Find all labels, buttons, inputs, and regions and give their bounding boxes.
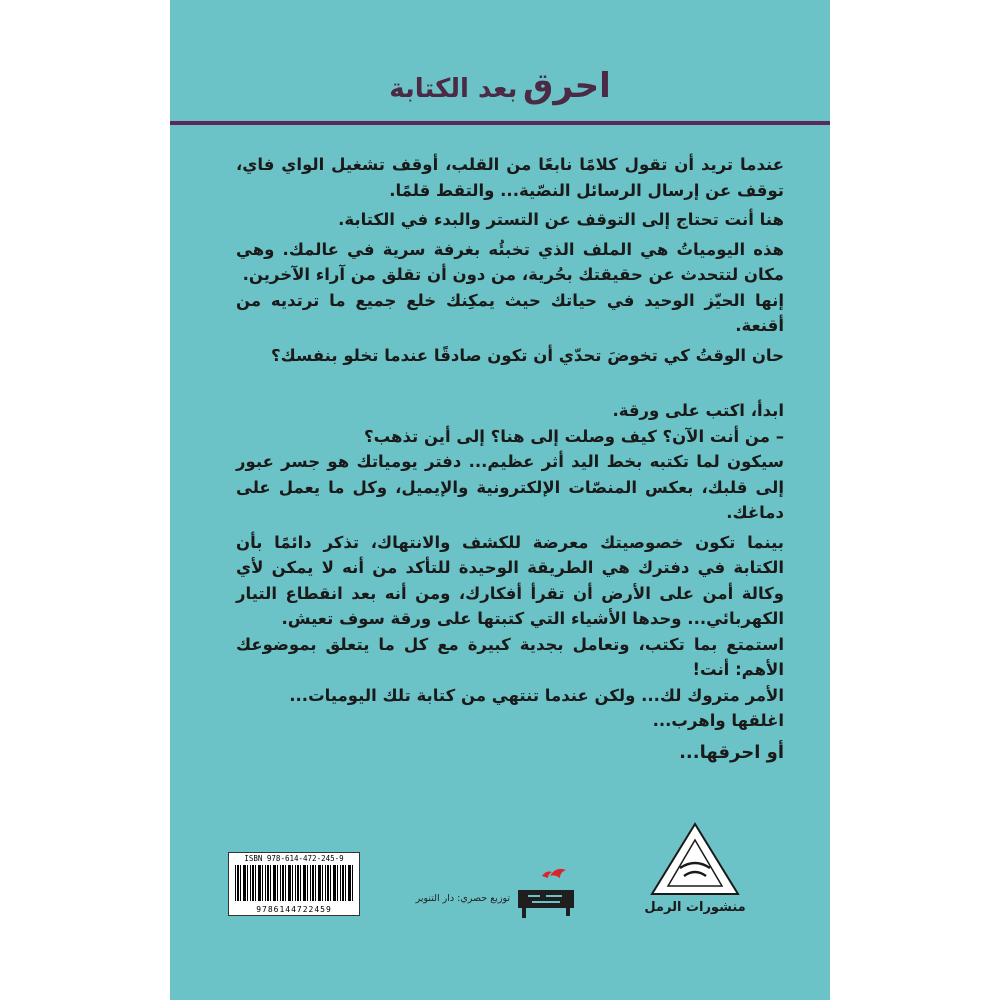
publisher-name: منشورات الرمل <box>644 900 746 915</box>
altanweer-logo <box>510 862 582 922</box>
paragraph: – من أنت الآن؟ كيف وصلت إلى هنا؟ إلى أين تذهب؟ <box>364 426 784 446</box>
paragraph: بينما تكون خصوصيتك معرضة للكشف والانتهاك، تذكر دائمًا بأن الكتابة في دفترك هي الطريقة الوحيدة للتأكد من أنه لا يمكن لأي وكالة أمن على الأرض أن تقرأ أفكارك، ومن أنه بعد انقطاع التيار الكهربائي... وحدها الأشياء التي كتبتها على ورقة سوف تعيش. <box>236 532 784 628</box>
title-rest: بعد الكتابة <box>389 74 518 104</box>
barcode-digits: 9786144722459 <box>256 905 332 914</box>
book-back-cover <box>170 0 830 1000</box>
distributor-credit: توزيع حصري: دار التنوير <box>415 893 510 904</box>
isbn-number: ISBN 978-614-472-245-9 <box>244 854 344 863</box>
isbn-barcode <box>228 852 360 916</box>
title-main: احرق <box>523 66 611 106</box>
title-divider <box>170 121 830 125</box>
paragraph: اغلقها واهرب... <box>652 711 784 730</box>
paragraph: استمتع بما تكتب، وتعامل بجدية كبيرة مع كل ما يتعلق بموضوعك الأهم: أنت! <box>236 634 784 679</box>
paragraph: سيكون لما تكتبه بخط اليد أثر عظيم... دفتر يومياتك هو جسر عبور إلى قلبك، بعكس المنصّات الإلكترونية والإيميل، وكل ما يعمل على دماغك. <box>236 452 784 522</box>
paragraph: حان الوقتُ كي تخوضَ تحدّي أن تكون صادقًا عندما تخلو بنفسك؟ <box>271 345 784 365</box>
paragraph: هنا أنت تحتاج إلى التوقف عن التستر والبدء في الكتابة. <box>338 210 784 229</box>
blurb <box>236 152 784 765</box>
paragraph: ابدأ، اكتب على ورقة. <box>612 401 784 420</box>
closing-line: أو احرقها... <box>679 741 784 763</box>
alraml-logo <box>640 820 750 898</box>
paragraph: هذه اليومياتُ هي الملف الذي تخبئُه بغرفة سرية في عالمك. وهي مكان لتتحدث عن حقيقتك بحُرية، من دون أن تقلق من آراء الآخرين. <box>236 239 784 284</box>
cover-title <box>170 62 830 116</box>
paragraph: إنها الحيّز الوحيد في حياتك حيث يمكِنك خلع جميع ما ترتديه من أقنعة. <box>236 290 784 335</box>
paragraph: عندما تريد أن تقول كلامًا نابعًا من القلب، أوقف تشغيل الواي فاي، توقف عن إرسال الرسائل النصّية... والتقط قلمًا. <box>236 155 784 200</box>
barcode-bars <box>235 865 353 901</box>
paragraph: الأمر متروك لك... ولكن عندما تنتهي من كتابة تلك اليوميات... <box>289 685 784 705</box>
